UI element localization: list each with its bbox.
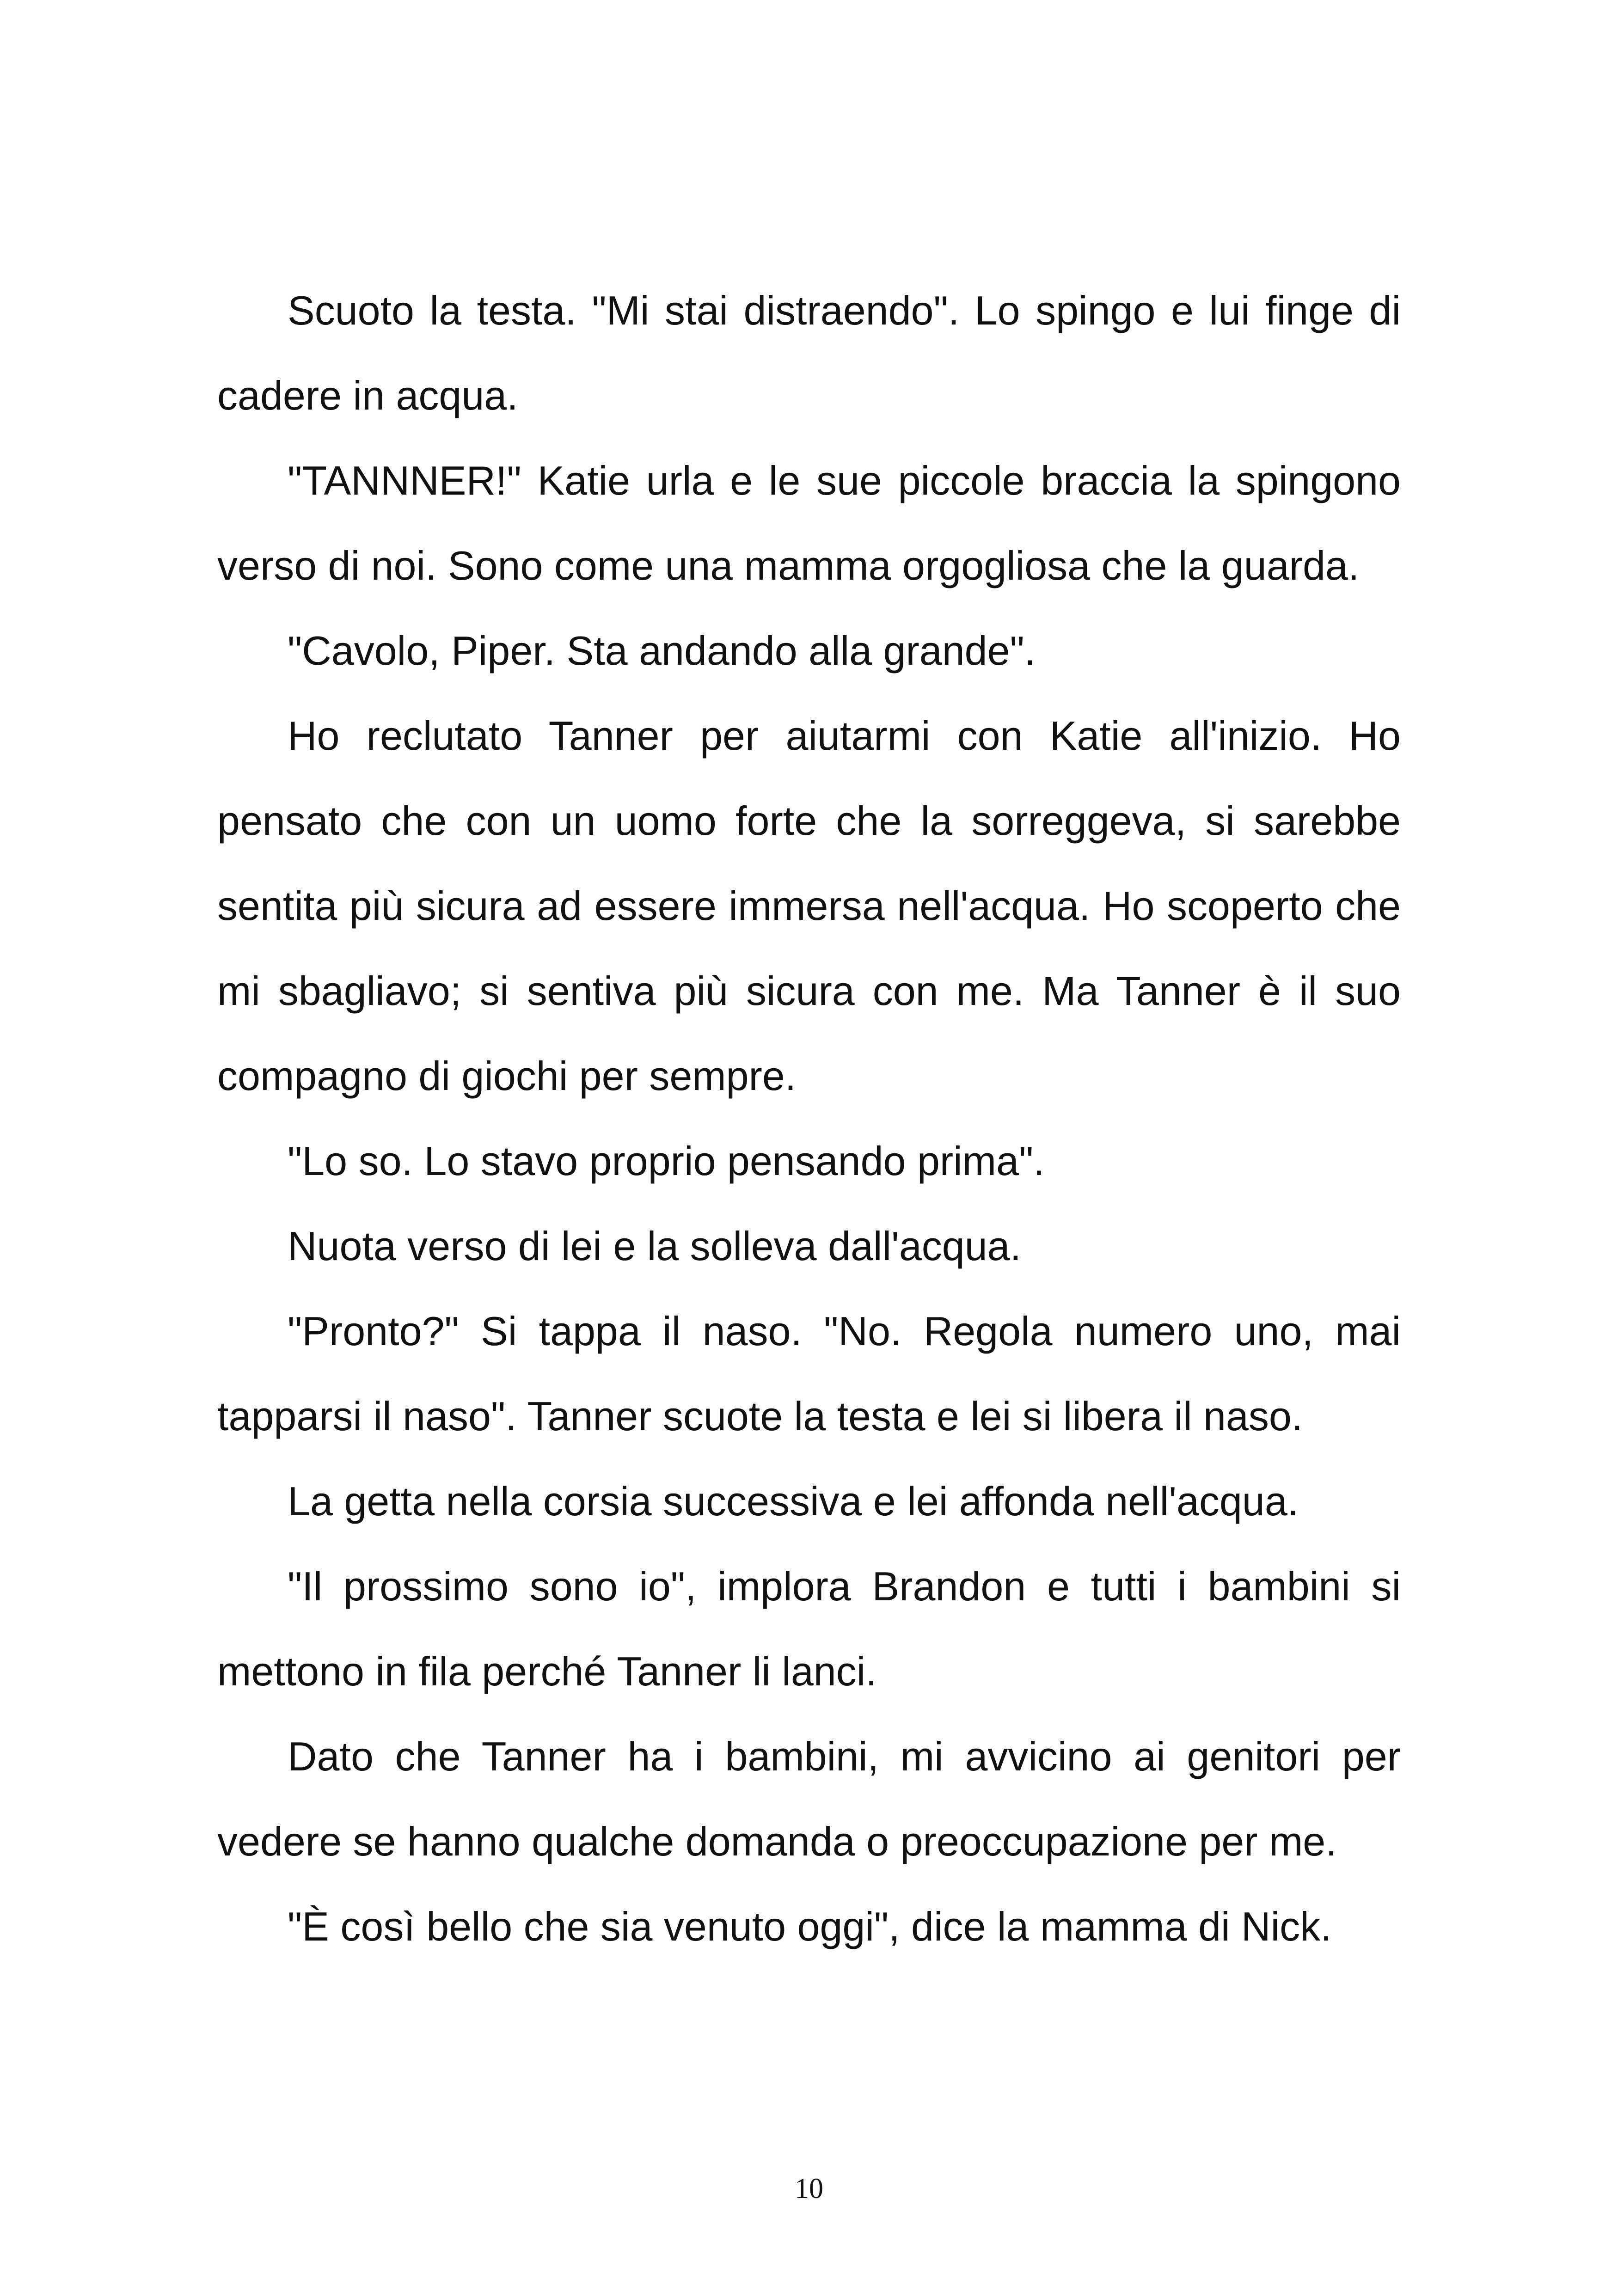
paragraph: "Cavolo, Piper. Sta andando alla grande".: [288, 628, 1036, 673]
paragraph: "Il prossimo sono io", implora Brandon e tutti i bambini si mettono in fila perché Tanner li lanci.: [217, 1563, 1401, 1694]
paragraph: La getta nella corsia successiva e lei affonda nell'acqua.: [288, 1478, 1299, 1524]
paragraph: Nuota verso di lei e la solleva dall'acqua.: [288, 1223, 1022, 1269]
paragraph: Dato che Tanner ha i bambini, mi avvicino ai genitori per vedere se hanno qualche domanda o preoccupazione per me.: [217, 1733, 1401, 1864]
paragraph: "È così bello che sia venuto oggi", dice la mamma di Nick.: [288, 1904, 1332, 1949]
body-text: [217, 268, 1401, 1969]
paragraph: Ho reclutato Tanner per aiutarmi con Katie all'inizio. Ho pensato che con un uomo forte che la sorreggeva, si sarebbe sentita più sicura ad essere immersa nell'acqua. Ho scoperto che mi sbagliavo; si sentiva più sicura con me. Ma Tanner è il suo compagno di giochi per sempre.: [217, 713, 1401, 1099]
paragraph: "Pronto?" Si tappa il naso. "No. Regola numero uno, mai tapparsi il naso". Tanner scuote la testa e lei si libera il naso.: [217, 1308, 1401, 1439]
paragraph: Scuoto la testa. "Mi stai distraendo". Lo spingo e lui finge di cadere in acqua.: [217, 288, 1401, 418]
page-number: 10: [795, 2173, 823, 2204]
paragraph: "Lo so. Lo stavo proprio pensando prima".: [288, 1138, 1045, 1184]
paragraph: "TANNNER!" Katie urla e le sue piccole braccia la spingono verso di noi. Sono come una mamma orgogliosa che la guarda.: [217, 458, 1401, 588]
